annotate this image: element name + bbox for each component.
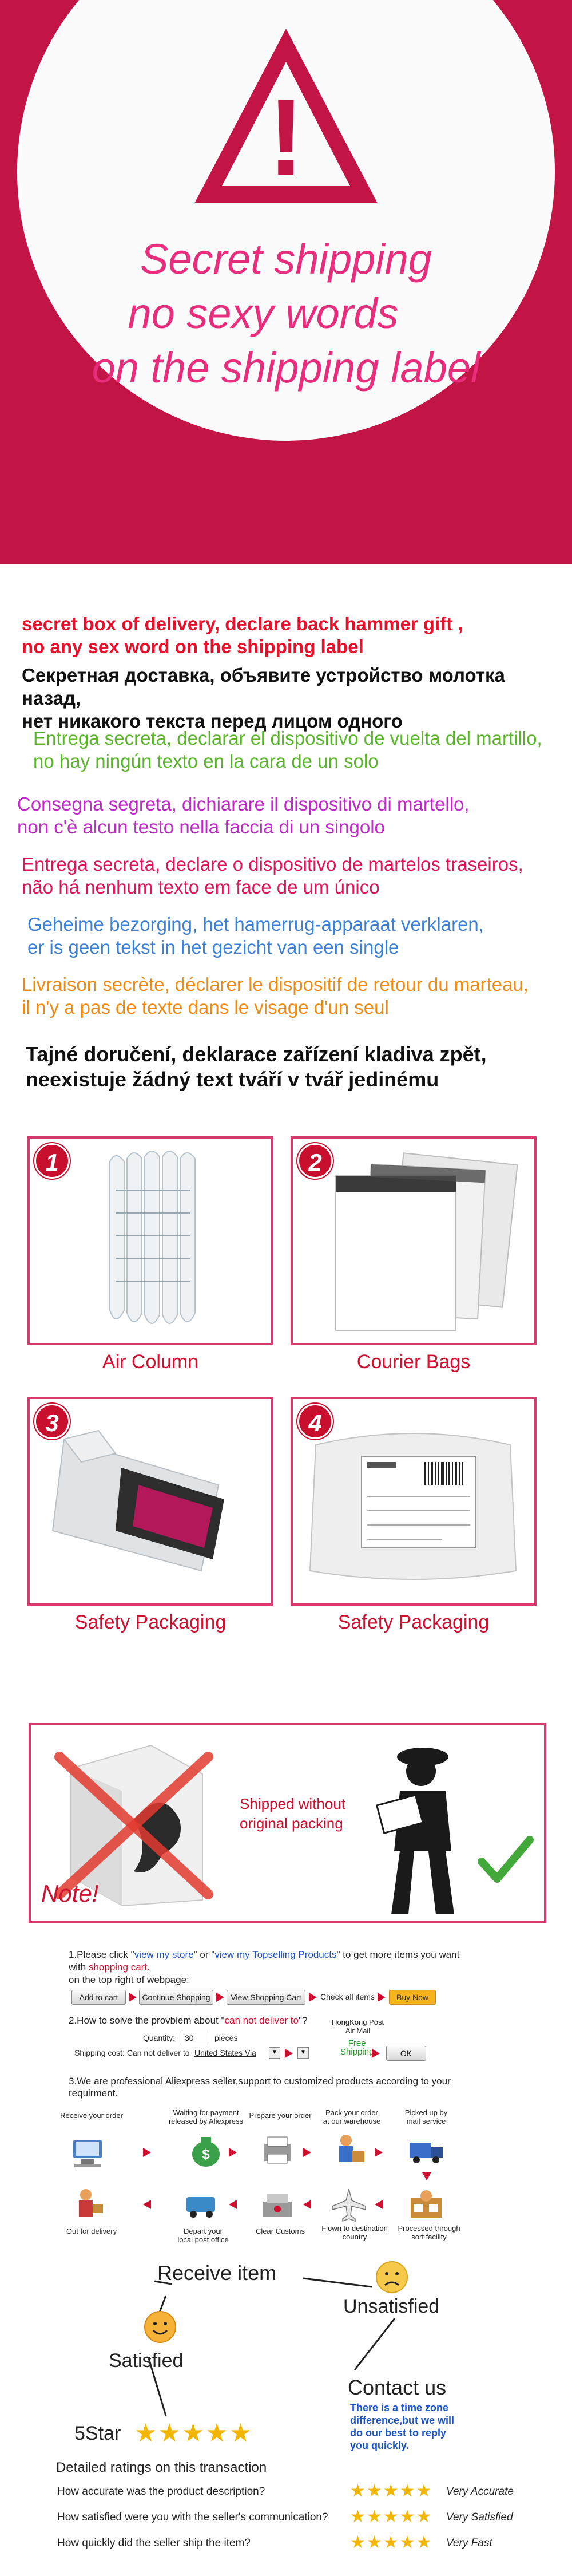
flow-label: Clear Customs <box>256 2227 305 2235</box>
prepare-order-icon <box>257 2132 297 2168</box>
notice-czech: Tajné doručení, deklarace zařízení kladiva zpět, neexistuje žádný text tváří v tvář jedinému <box>26 1042 487 1091</box>
notice-spanish: Entrega secreta, declarar el dispositivo de vuelta del martillo, no hay ningún texto en la cara de un solo <box>33 728 542 772</box>
post-van-icon <box>183 2187 223 2222</box>
arrow-icon <box>372 2049 380 2058</box>
contact-us-label: Contact us <box>348 2376 447 2399</box>
arrow-icon <box>229 2148 237 2157</box>
packaging-number-badge: 1 <box>34 1143 70 1179</box>
happy-face-icon <box>143 2310 177 2344</box>
mail-truck-icon <box>406 2132 446 2168</box>
hero-title-line-2: no sexy words <box>128 290 399 337</box>
hero-banner <box>0 0 572 564</box>
flow-label: Processed through sort facility <box>398 2224 460 2241</box>
packaging-number-badge: 4 <box>297 1404 333 1439</box>
delivery-person-icon <box>69 2187 109 2222</box>
left-arrow-icon <box>303 2200 311 2209</box>
feedback-connector-lines <box>0 2244 572 2427</box>
country-dropdown[interactable]: ▼ <box>269 2047 280 2059</box>
rating-question: How accurate was the product description? <box>57 2486 265 2498</box>
sad-face-icon <box>375 2260 409 2294</box>
packaging-caption-air-column: Air Column <box>102 1351 199 1373</box>
notice-english: secret box of delivery, declare back hammer gift , no any sex word on the shipping label <box>22 613 463 657</box>
view-store-link[interactable]: view my store <box>134 1949 194 1960</box>
step1-line: 1.Please click "view my store" or "view my Topselling Products" to get more items you want <box>69 1949 460 1960</box>
notice-dutch: Geheime bezorging, het hamerrug-apparaat verklaren, er is geen tekst in het gezicht van een single <box>27 914 484 958</box>
check-all-label: Check all items <box>320 1992 375 2001</box>
rating-stars-icon: ★★★★★ <box>350 2533 433 2552</box>
unsatisfied-label: Unsatisfied <box>343 2296 440 2317</box>
left-arrow-icon <box>375 2200 383 2209</box>
step3-text: 3.We are professional Aliexpress seller,support to customized products according to your requirment. <box>69 2076 451 2099</box>
shipping-cost-label: Shipping cost: Can not deliver to <box>74 2048 190 2057</box>
flow-label: Waiting for payment released by Aliexpress <box>168 2108 244 2125</box>
sort-facility-icon <box>406 2187 446 2222</box>
shipping-dropdown[interactable]: ▼ <box>297 2047 309 2059</box>
step1-line-2: with shopping cart. <box>69 1962 150 1973</box>
flow-label: Picked up by mail service <box>404 2108 448 2125</box>
arrow-icon <box>143 2148 151 2157</box>
packaging-panel-courier-bags <box>291 1136 537 1345</box>
svg-text:$: $ <box>202 2147 210 2162</box>
packaging-caption-safety-2: Safety Packaging <box>337 1611 490 1633</box>
packaging-number-badge: 3 <box>34 1404 70 1439</box>
flow-label: Prepare your order <box>249 2111 312 2120</box>
arrow-icon <box>216 1993 224 2002</box>
packaging-panel-safety-1 <box>27 1397 273 1606</box>
receive-item-label: Receive item <box>157 2261 277 2285</box>
arrow-icon <box>285 2049 293 2058</box>
arrow-icon <box>375 2148 383 2157</box>
courier-person-icon <box>368 1737 471 1920</box>
rating-question: How satisfied were you with the seller's communication? <box>57 2511 328 2523</box>
step2-line: 2.How to solve the provblem about "can not deliver to"? <box>69 2015 308 2026</box>
flow-label: Flown to destination country <box>321 2224 388 2241</box>
flow-label: Out for delivery <box>66 2227 117 2235</box>
rating-stars-icon: ★★★★★ <box>350 2482 433 2500</box>
warning-glyph: ! <box>268 77 304 198</box>
free-shipping-label: Free Shipping <box>340 2038 374 2057</box>
note-label: Note! <box>41 1880 99 1907</box>
view-shopping-cart-button[interactable]: View Shopping Cart <box>227 1990 305 2005</box>
notice-russian: Секретная доставка, объявите устройство молотка назад, нет никакого текста перед лицом одного <box>22 665 505 732</box>
arrow-icon <box>378 1993 386 2002</box>
timezone-note: There is a time zone difference,but we will do our best to reply you quickly. <box>350 2402 455 2451</box>
warehouse-worker-icon <box>329 2132 369 2168</box>
money-bag-icon <box>186 2132 226 2168</box>
detailed-ratings-title: Detailed ratings on this transaction <box>56 2460 267 2475</box>
continue-shopping-button[interactable]: Continue Shopping <box>139 1990 213 2005</box>
packaging-number-badge: 2 <box>297 1143 333 1179</box>
left-arrow-icon <box>229 2200 237 2209</box>
arrow-icon <box>303 2148 311 2157</box>
pieces-label: pieces <box>214 2033 238 2042</box>
add-to-cart-button[interactable]: Add to cart <box>72 1990 126 2005</box>
quantity-input[interactable]: 30 <box>182 2032 210 2044</box>
five-star-rating-icon: ★★★★★ <box>134 2419 253 2447</box>
hongkong-post-label: HongKong Post Air Mail <box>332 2018 384 2035</box>
quantity-label: Quantity: <box>143 2033 176 2042</box>
ok-button[interactable]: OK <box>386 2046 426 2061</box>
notice-french: Livraison secrète, déclarer le dispositif de retour du marteau, il n'y a pas de texte dans le visage d'un seul <box>22 974 529 1018</box>
rating-label: Very Fast <box>446 2537 492 2549</box>
packaging-panel-safety-2 <box>291 1397 537 1606</box>
rating-label: Very Satisfied <box>446 2511 513 2523</box>
rating-label: Very Accurate <box>446 2486 514 2498</box>
step1-line-3: on the top right of webpage: <box>69 1974 189 1985</box>
arrow-icon <box>129 1993 137 2002</box>
satisfied-label: Satisfied <box>109 2350 184 2372</box>
packaging-caption-courier-bags: Courier Bags <box>356 1351 471 1373</box>
warning-triangle-icon <box>189 23 383 212</box>
flow-label: Pack your order at our warehouse <box>323 2108 381 2125</box>
customs-icon <box>257 2187 297 2222</box>
packaging-caption-safety-1: Safety Packaging <box>74 1611 227 1633</box>
rating-stars-icon: ★★★★★ <box>350 2507 433 2526</box>
notice-portuguese: Entrega secreta, declare o dispositivo de martelos traseiros, não há nenhum texto em face de um único <box>22 854 523 898</box>
country-link[interactable]: United States Via <box>194 2048 256 2057</box>
arrow-icon <box>309 1993 317 2002</box>
checkmark-icon <box>477 1834 534 1886</box>
rating-question: How quickly did the seller ship the item? <box>57 2537 251 2549</box>
airplane-icon <box>329 2187 369 2222</box>
hero-title-line-1: Secret shipping <box>140 235 432 283</box>
notice-italian: Consegna segreta, dichiarare il dispositivo di martello, non c'è alcun testo nella faccia di un singolo <box>17 793 470 837</box>
hero-title-line-3: on the shipping label <box>92 344 480 392</box>
shipped-without-packing-panel <box>29 1723 546 1923</box>
shipped-without-packing-label: Shipped without original packing <box>240 1795 346 1832</box>
five-star-label: 5Star <box>74 2423 121 2444</box>
computer-order-icon <box>69 2135 109 2171</box>
down-arrow-icon <box>422 2172 431 2180</box>
flow-label: Depart your local post office <box>177 2227 229 2244</box>
topselling-link[interactable]: view my Topselling Products <box>214 1949 337 1960</box>
buy-now-button[interactable]: Buy Now <box>389 1990 436 2005</box>
left-arrow-icon <box>143 2200 151 2209</box>
packaging-panel-air-column <box>27 1136 273 1345</box>
flow-label: Receive your order <box>60 2111 123 2120</box>
